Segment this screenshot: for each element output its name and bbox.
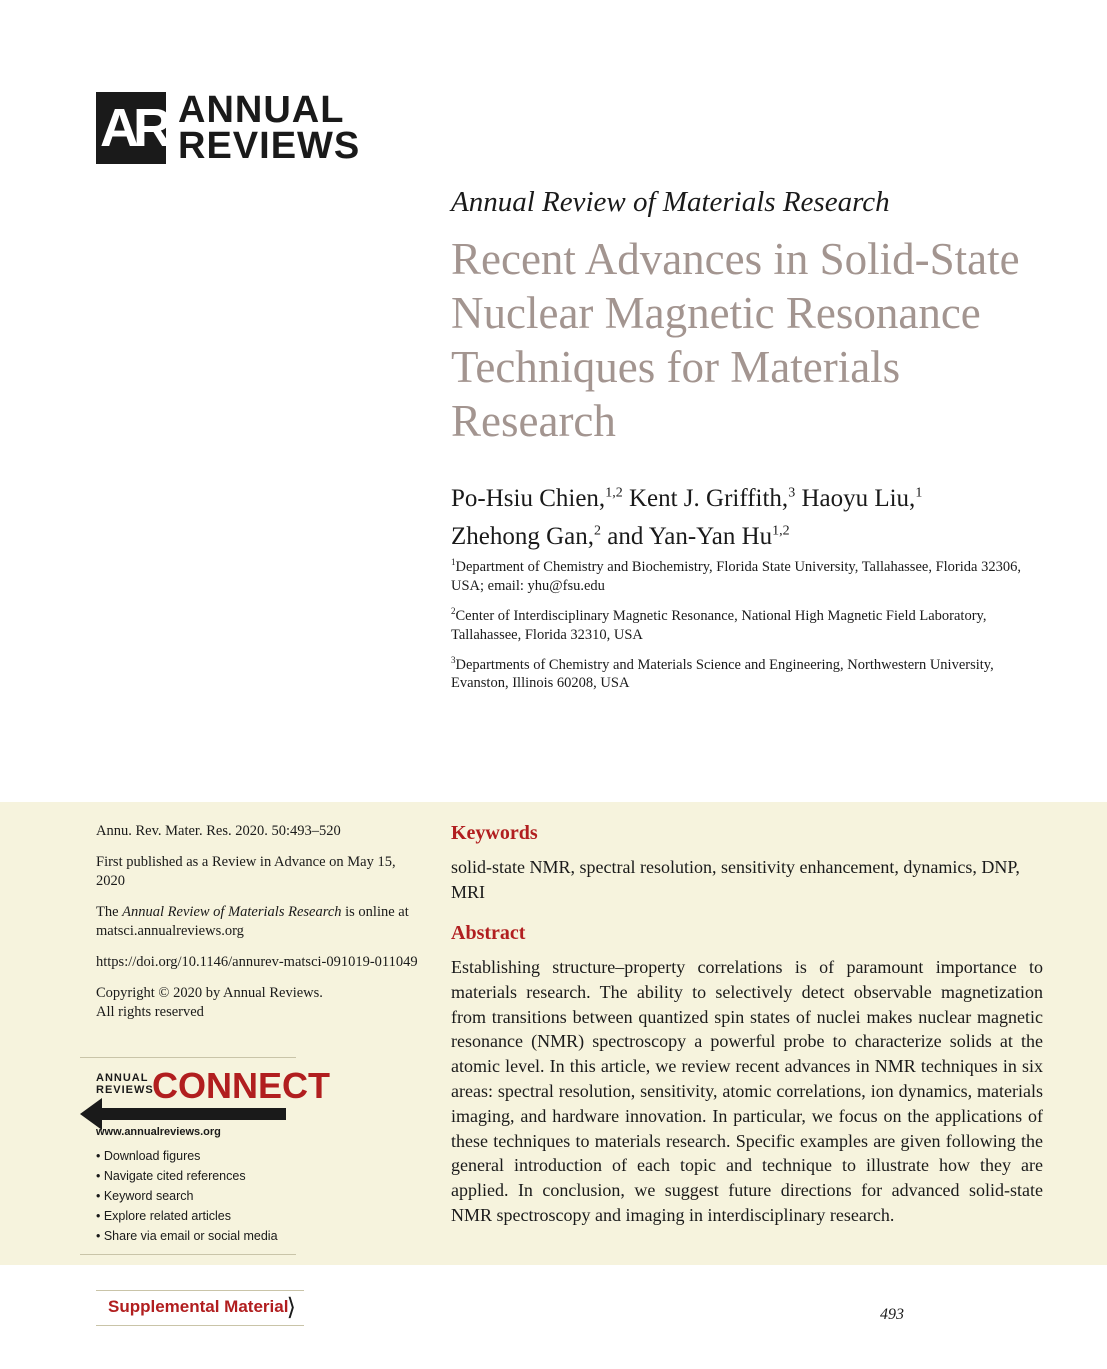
supplemental-label: Supplemental Material: [108, 1297, 289, 1316]
arrow-bar: [100, 1108, 286, 1120]
list-item: • Share via email or social media: [96, 1229, 278, 1243]
affiliation: $^3$Departments of Chemistry and Materials Science and Engineering, Northwestern University, Evanston, Illinois 60208, USA: [451, 654, 994, 692]
article-title: Recent Advances in Solid-State Nuclear Magnetic Resonance Techniques for Materials Research: [451, 234, 1020, 446]
abstract-text: Establishing structure–property correlations is of paramount importance to materials research. The ability to selectively detect observable magnetization from transitions between quantized spin states of nuclei makes nuclear magnetic resonance (NMR) spectroscopy a powerful probe to characterize solids at the atomic level. In this article, we review recent advances in NMR techniques in six areas: spectral resolution, sensitivity, atomic correlations, ion dynamics, materials imaging, and hardware innovation. In particular, we focus on the applications of these techniques to materials research. Specific examples are given following the general introduction of each topic and technique to illustrate how they are applied. In conclusion, we suggest future directions for advanced solid-state NMR spectroscopy and imaging in interdisciplinary research.: [451, 957, 1043, 1225]
abstract-heading: Abstract: [451, 922, 526, 944]
connect-logo-small: ANNUAL REVIEWS: [96, 1072, 154, 1096]
online-note: The Annual Review of Materials Research is online at matsci.annualreviews.org: [96, 904, 409, 939]
page-number: 493: [880, 1306, 904, 1323]
annual-reviews-connect-box[interactable]: [80, 1057, 330, 1255]
keywords: solid-state NMR, spectral resolution, sensitivity enhancement, dynamics, DNP, MRI: [451, 857, 1020, 902]
doi-link[interactable]: https://doi.org/10.1146/annurev-matsci-091019-011049: [96, 954, 418, 970]
author: and Yan-Yan Hu$^{1,2}$: [607, 522, 790, 550]
ar-logo-mark: AR: [96, 92, 166, 164]
connect-logo-word: CONNECT: [152, 1065, 330, 1106]
publication-date: First published as a Review in Advance on May 15, 2020: [96, 854, 396, 889]
connect-url[interactable]: www.annualreviews.org: [96, 1126, 221, 1138]
list-item: • Explore related articles: [96, 1209, 231, 1223]
author: Po-Hsiu Chien,$^{1,2}$: [451, 485, 623, 513]
copyright: Copyright © 2020 by Annual Reviews. All rights reserved: [96, 985, 323, 1020]
keywords-heading: Keywords: [451, 822, 538, 844]
affiliations: [451, 553, 1051, 699]
list-item: • Keyword search: [96, 1189, 194, 1203]
annual-reviews-logo: [96, 89, 361, 167]
author: Zhehong Gan,$^2$: [451, 522, 602, 550]
author-list: [451, 478, 1071, 553]
affiliation: $^2$Center of Interdisciplinary Magnetic Resonance, National High Magnetic Field Laboratory, Tallahassee, Florida 32310, USA: [451, 605, 987, 643]
list-item: • Download figures: [96, 1149, 201, 1163]
affiliation: $^1$Department of Chemistry and Biochemistry, Florida State University, Tallahassee, Florida 32306, USA; email: yhu@fsu.edu: [451, 557, 1021, 594]
author: Kent J. Griffith,$^3$: [628, 485, 796, 513]
list-item: • Navigate cited references: [96, 1169, 246, 1183]
author: Haoyu Liu,$^1$: [801, 485, 923, 513]
article-metadata: [96, 822, 426, 1034]
journal-name: Annual Review of Materials Research: [451, 186, 890, 218]
connect-features: [96, 1146, 278, 1246]
logo-wordmark: ANNUAL REVIEWS: [178, 89, 361, 167]
chevron-right-icon: ⟩: [286, 1294, 296, 1321]
supplemental-material-button[interactable]: [96, 1290, 304, 1326]
citation: Annu. Rev. Mater. Res. 2020. 50:493–520: [96, 823, 341, 839]
